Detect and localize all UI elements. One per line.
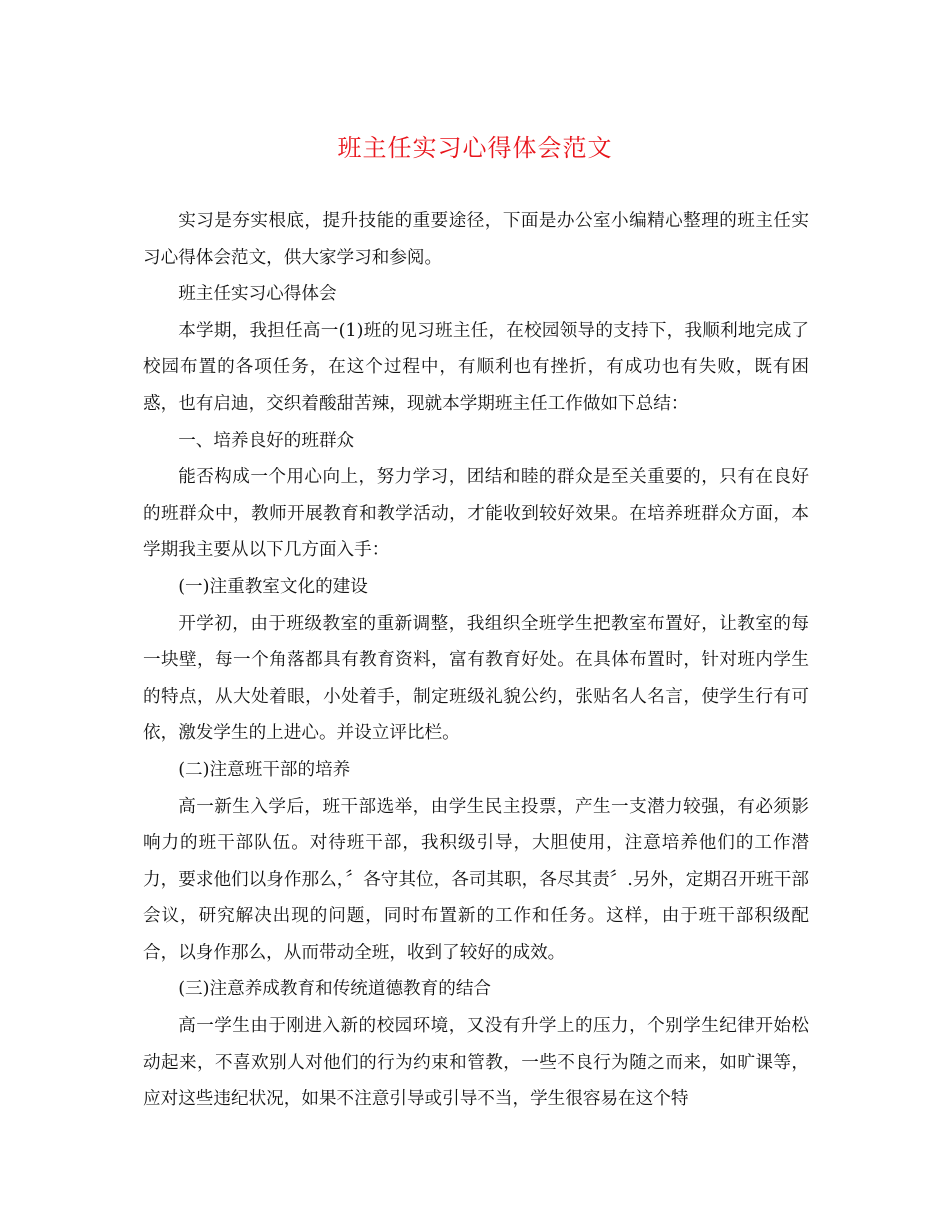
- document-body: [143, 203, 809, 1118]
- subheading: 一、培养良好的班群众: [178, 430, 355, 451]
- paragraph: 开学初，由于班级教室的重新调整，我组织全班学生把教室布置好，让教室的每一块壁，每一个角落都具有教育资料，富有教育好处。在具体布置时，针对班内学生的特点，从大处着眼，小处着手，制定班级礼貌公约，张贴名人名言，使学生行有可依，激发学生的上进心。并设立评比栏。: [143, 613, 809, 744]
- document-title: 班主任实习心得体会范文: [337, 134, 613, 162]
- subheading: (二)注意班干部的培养: [178, 759, 351, 780]
- section-heading: 班主任实习心得体会: [178, 284, 337, 305]
- paragraph: 高一新生入学后，班干部选举，由学生民主投票，产生一支潜力较强，有必须影响力的班干部队伍。对待班干部，我积级引导，大胆使用，注意培养他们的工作潜力，要求他们以身作那么，〞各守其位，各司其职，各尽其责〞.另外，定期召开班干部会议，研究解决出现的问题，同时布置新的工作和任务。这样，由于班干部积级配合，以身作那么，从而带动全班，收到了较好的成效。: [143, 796, 809, 963]
- subheading: (三)注意养成教育和传统道德教育的结合: [178, 979, 492, 1000]
- paragraph: 本学期，我担任高一(1)班的见习班主任，在校园领导的支持下，我顺利地完成了校园布置的各项任务，在这个过程中，有顺利也有挫折，有成功也有失败，既有困惑，也有启迪，交织着酸甜苦辣，现就本学期班主任工作做如下总结：: [143, 320, 809, 414]
- paragraph: 能否构成一个用心向上，努力学习，团结和睦的群众是至关重要的，只有在良好的班群众中，教师开展教育和教学活动，才能收到较好效果。在培养班群众方面，本学期我主要从以下几方面入手：: [143, 467, 809, 561]
- paragraph-intro: 实习是夯实根底，提升技能的重要途径，下面是办公室小编精心整理的班主任实习心得体会范文，供大家学习和参阅。: [143, 211, 809, 268]
- subheading: (一)注重教室文化的建设: [178, 576, 368, 597]
- paragraph: 高一学生由于刚进入新的校园环境，又没有升学上的压力，个别学生纪律开始松动起来，不喜欢别人对他们的行为约束和管教，一些不良行为随之而来，如旷课等，应对这些违纪状况，如果不注意引导或引导不当，学生很容易在这个特: [143, 1016, 809, 1110]
